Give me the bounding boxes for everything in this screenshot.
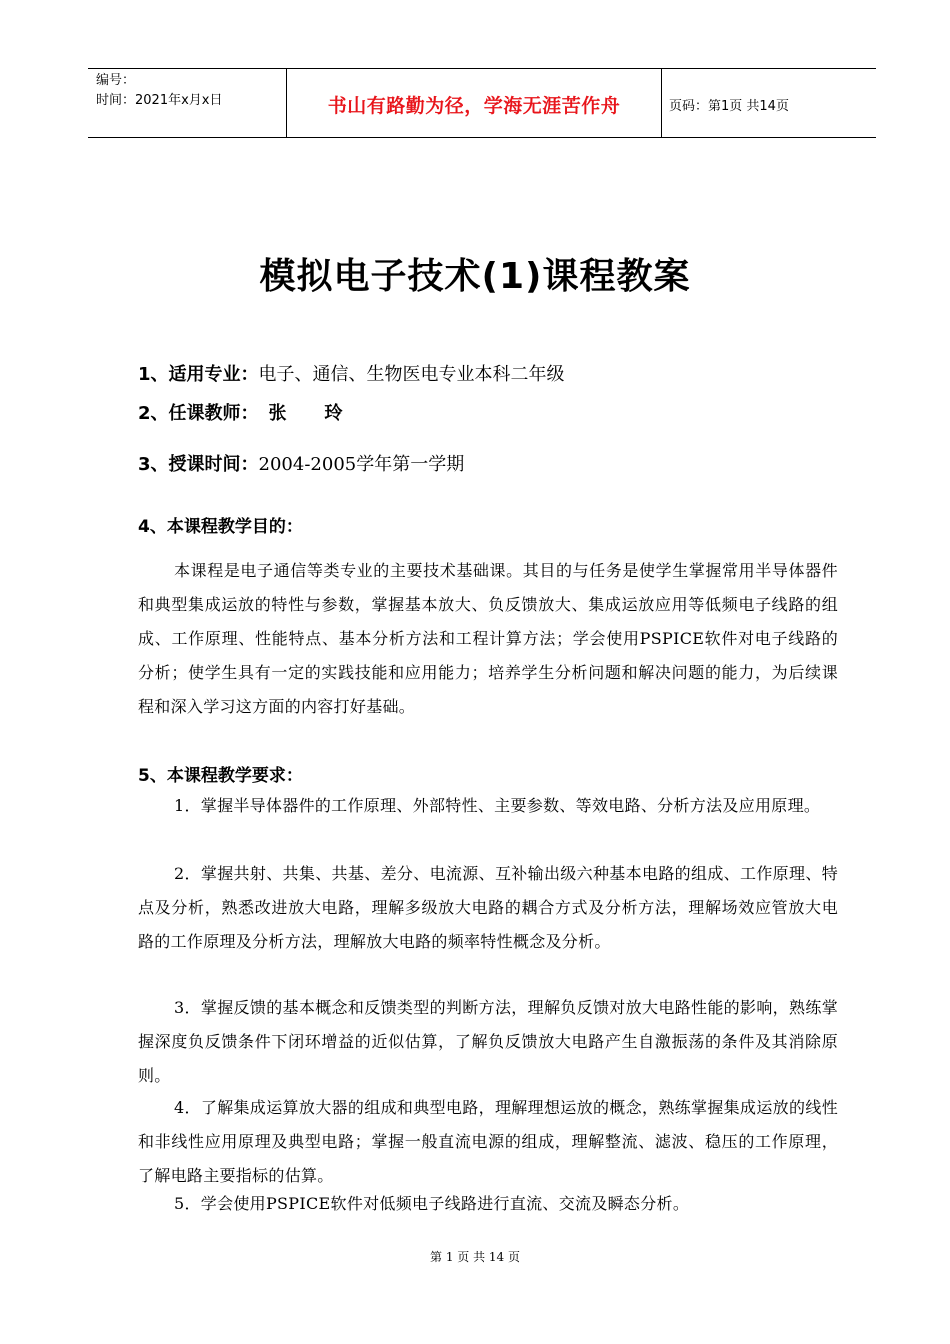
document-title: 模拟电子技术(1)课程教案	[259, 256, 691, 297]
requirement-item: 5．学会使用PSPICE软件对低频电子线路进行直流、交流及瞬态分析。	[174, 1194, 690, 1213]
page-header	[88, 68, 876, 138]
requirement-item: 1．掌握半导体器件的工作原理、外部特性、主要参数、等效电路、分析方法及应用原理。	[174, 796, 821, 815]
header-meta-cell	[88, 69, 286, 137]
document-time: 时间：2021年x月x日	[96, 93, 223, 108]
header-page-cell	[661, 69, 876, 137]
major-line	[138, 360, 565, 386]
teacher-value: 张玲	[268, 403, 381, 424]
time-label: 3、授课时间：	[138, 454, 259, 475]
page-footer: 第 1 页 共 14 页	[430, 1250, 520, 1264]
requirement-item: 4．了解集成运算放大器的组成和典型电路，理解理想运放的概念，熟练掌握集成运放的线性和非线性应用原理及典型电路；掌握一般直流电源的组成，理解整流、滤波、稳压的工作原理，了解电路主要指标的估算。	[138, 1098, 838, 1185]
requirement-item: 3．掌握反馈的基本概念和反馈类型的判断方法，理解负反馈对放大电路性能的影响，熟练掌握深度负反馈条件下闭环增益的近似估算，了解负反馈放大电路产生自激振荡的条件及其消除原则。	[138, 998, 838, 1085]
page-info: 页码：第1页 共14页	[669, 99, 789, 114]
teacher-label: 2、任课教师：	[138, 403, 259, 424]
header-motto-cell	[286, 69, 662, 137]
major-label: 1、适用专业：	[138, 364, 259, 385]
time-line	[138, 450, 464, 476]
section-4-heading: 4、本课程教学目的：	[138, 517, 303, 537]
major-value: 电子、通信、生物医电专业本科二年级	[258, 364, 565, 385]
requirement-item: 2．掌握共射、共集、共基、差分、电流源、互补输出级六种基本电路的组成、工作原理、特点及分析，熟悉改进放大电路，理解多级放大电路的耦合方式及分析方法，理解场效应管放大电路的工作原理及分析方法，理解放大电路的频率特性概念及分析。	[138, 864, 838, 951]
document-number: 编号：	[96, 73, 136, 88]
teacher-line	[138, 399, 381, 425]
motto: 书山有路勤为径，学海无涯苦作舟	[327, 95, 621, 117]
section-5-heading: 5、本课程教学要求：	[138, 766, 303, 786]
section-4-body: 本课程是电子通信等类专业的主要技术基础课。其目的与任务是使学生掌握常用半导体器件和典型集成运放的特性与参数，掌握基本放大、负反馈放大、集成运放应用等低频电子线路的组成、工作原理、性能特点、基本分析方法和工程计算方法；学会使用PSPICE软件对电子线路的分析；使学生具有一定的实践技能和应用能力；培养学生分析问题和解决问题的能力，为后续课程和深入学习这方面的内容打好基础。	[138, 561, 838, 716]
time-value: 2004-2005学年第一学期	[258, 454, 465, 475]
